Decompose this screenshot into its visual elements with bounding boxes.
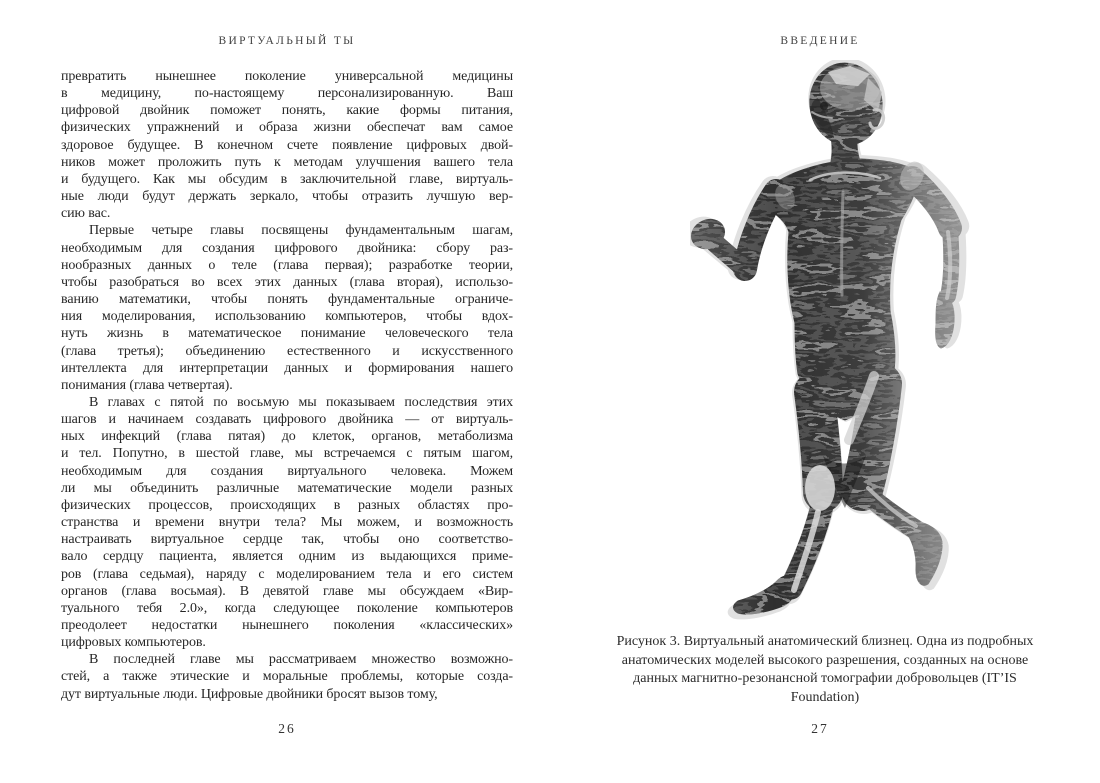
- left-page-number: 26: [278, 721, 296, 736]
- caption-line: Рисунок 3. Виртуальный анатомический близнец. Одна из подробных: [616, 634, 1034, 649]
- text-line: В последней главе мы рассматриваем множество возможно-: [89, 652, 513, 668]
- text-line: интеллекта для интерпретации данных и формирования нашего: [61, 360, 513, 376]
- text-line: ров (глава седьмая), наряду с моделированием тела и его систем: [61, 566, 513, 582]
- text-line: и тел. Попутно, в шестой главе, мы встречаемся с пятым шагом,: [61, 446, 513, 462]
- text-line: (глава третья); объединению естественного и искусственного: [61, 343, 513, 359]
- text-line: в медицину, по-настоящему персонализированную. Ваш: [61, 86, 513, 102]
- text-line: преодолеет недостатки нынешнего поколения «классических»: [61, 618, 513, 633]
- text-line: превратить нынешнее поколение универсальной медицины: [61, 69, 513, 84]
- right-page-number: 27: [811, 721, 829, 736]
- text-line: шагов и начинаем создавать цифрового двойника — от виртуаль-: [61, 412, 513, 428]
- text-line: ли мы объединить различные математические модели разных: [61, 480, 513, 496]
- paragraph: [61, 394, 513, 651]
- text-line: органов (глава восьмая). В девятой главе мы обсуждаем «Вир-: [61, 583, 513, 599]
- left-running-head: ВИРТУАЛЬНЫЙ ТЫ: [218, 35, 356, 47]
- text-line: нообразных данных о теле (глава первая); разработке теории,: [61, 257, 513, 273]
- text-line: понимания (глава четвертая).: [61, 377, 233, 393]
- text-line: туального тебя 2.0», когда следующее поколение компьютеров: [61, 600, 513, 616]
- text-line: физических упражнений и образа жизни обеспечат вам самое: [61, 120, 513, 136]
- text-line: настраивать виртуальное сердце так, чтобы оно соответство-: [61, 532, 513, 548]
- text-line: ных инфекций (глава пятая) до клеток, органов, метаболизма: [61, 429, 513, 445]
- text-line: сию вас.: [61, 206, 111, 222]
- text-line: необходимым для создания цифрового двойника: сбору раз-: [61, 240, 513, 256]
- text-line: чтобы разобраться во всех этих данных (глава вторая), использо-: [61, 274, 513, 290]
- text-line: цифровых компьютеров.: [61, 635, 206, 651]
- text-line: ные люди будут держать зеркало, чтобы отразить лучшую вер-: [61, 189, 513, 205]
- text-line: Первые четыре главы посвящены фундаментальным шагам,: [89, 223, 513, 239]
- text-line: дут виртуальные люди. Цифровые двойники бросят вызов тому,: [61, 686, 438, 702]
- figure-body: [690, 60, 954, 614]
- body-text: [61, 68, 513, 703]
- text-line: цифровой двойник поможет понять, какие формы питания,: [61, 103, 513, 119]
- text-line: ния моделирования, использованию компьютеров, чтобы вдох-: [61, 309, 513, 325]
- figure-anatomical-model: [690, 60, 970, 628]
- text-line: и будущего. Как мы обсудим в заключительной главе, виртуаль-: [61, 171, 513, 187]
- text-line: необходимым для создания виртуального человека. Можем: [61, 463, 513, 479]
- anatomical-running-man-illustration: [690, 60, 970, 628]
- figure-caption: [601, 633, 1049, 707]
- text-line: ников может проложить путь к методам улучшения вашего тела: [61, 154, 513, 170]
- paragraph: [61, 651, 513, 702]
- text-line: здоровое будущее. В конечном счете появление цифровых двой-: [61, 137, 513, 153]
- text-line: ванию математики, чтобы понять фундаментальные ограниче-: [61, 292, 513, 308]
- paragraph: [61, 68, 513, 222]
- text-line: В главах с пятой по восьмую мы показываем последствия этих: [89, 394, 513, 410]
- text-line: физических процессов, происходящих в разных областях про-: [61, 497, 513, 513]
- text-line: нуть жизнь в математическое понимание человеческого тела: [61, 326, 513, 342]
- caption-line: данных магнитно-резонансной томографии добровольцев (IT’IS: [633, 671, 1017, 687]
- caption-line: Foundation): [790, 689, 860, 705]
- text-line: стей, а также этические и моральные проблемы, которые созда-: [61, 669, 513, 685]
- caption-line: анатомических моделей высокого разрешения, созданных на основе: [621, 652, 1029, 668]
- paragraph: [61, 222, 513, 394]
- text-line: вало сердцу пациента, является одним из выдающихся приме-: [61, 549, 513, 565]
- right-running-head: ВВЕДЕНИЕ: [780, 35, 860, 47]
- text-line: странства и времени внутри тела? Мы можем, и возможность: [61, 515, 513, 531]
